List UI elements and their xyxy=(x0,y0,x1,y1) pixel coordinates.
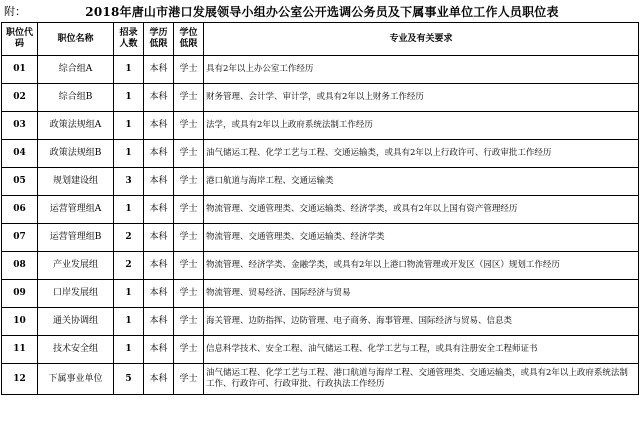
table-row xyxy=(2,84,639,112)
position-table xyxy=(1,22,639,395)
header-requirements: 专业及有关要求 xyxy=(204,23,639,56)
recruit-count: 1 xyxy=(114,336,144,364)
position-name: 通关协调组 xyxy=(38,308,114,336)
position-code: 04 xyxy=(2,140,38,168)
degree-min: 学士 xyxy=(174,364,204,395)
recruit-count: 1 xyxy=(114,196,144,224)
education-min: 本科 xyxy=(144,364,174,395)
recruit-count: 1 xyxy=(114,280,144,308)
position-code: 01 xyxy=(2,56,38,84)
table-row xyxy=(2,224,639,252)
degree-min: 学士 xyxy=(174,280,204,308)
requirements: 信息科学技术、安全工程、油气储运工程、化学工艺与工程，或具有注册安全工程师证书 xyxy=(204,336,639,364)
degree-min: 学士 xyxy=(174,336,204,364)
recruit-count: 1 xyxy=(114,112,144,140)
position-name: 口岸发展组 xyxy=(38,280,114,308)
position-name: 下属事业单位 xyxy=(38,364,114,395)
recruit-count: 1 xyxy=(114,308,144,336)
education-min: 本科 xyxy=(144,56,174,84)
degree-min: 学士 xyxy=(174,224,204,252)
education-min: 本科 xyxy=(144,252,174,280)
header-position-code: 职位代码 xyxy=(2,23,38,56)
position-name: 运营管理组A xyxy=(38,196,114,224)
table-row xyxy=(2,168,639,196)
requirements: 物流管理、经济学类、金融学类，或具有2年以上港口物流管理或开发区（园区）规划工作经历 xyxy=(204,252,639,280)
degree-min: 学士 xyxy=(174,308,204,336)
degree-min: 学士 xyxy=(174,140,204,168)
table-row xyxy=(2,140,639,168)
requirements: 财务管理、会计学、审计学，或具有2年以上财务工作经历 xyxy=(204,84,639,112)
education-min: 本科 xyxy=(144,280,174,308)
position-name: 产业发展组 xyxy=(38,252,114,280)
table-header-row xyxy=(2,23,639,56)
recruit-count: 1 xyxy=(114,140,144,168)
table-row xyxy=(2,252,639,280)
attachment-label: 附： xyxy=(4,5,26,18)
requirements: 油气储运工程、化学工艺与工程、港口航道与海岸工程、交通管理类、交通运输类，或具有2年以上政府系统法制工作、行政许可、行政审批、行政执法工作经历 xyxy=(204,364,639,395)
position-code: 02 xyxy=(2,84,38,112)
requirements: 海关管理、边防指挥、边防管理、电子商务、海事管理、国际经济与贸易、信息类 xyxy=(204,308,639,336)
position-name: 政策法规组A xyxy=(38,112,114,140)
position-code: 08 xyxy=(2,252,38,280)
position-code: 05 xyxy=(2,168,38,196)
position-name: 政策法规组B xyxy=(38,140,114,168)
education-min: 本科 xyxy=(144,84,174,112)
position-code: 07 xyxy=(2,224,38,252)
position-code: 11 xyxy=(2,336,38,364)
header-recruit-count: 招录人数 xyxy=(114,23,144,56)
header-education: 学历低限 xyxy=(144,23,174,56)
position-name: 运营管理组B xyxy=(38,224,114,252)
requirements: 法学，或具有2年以上政府系统法制工作经历 xyxy=(204,112,639,140)
requirements: 油气储运工程、化学工艺与工程、交通运输类，或具有2年以上行政许可、行政审批工作经历 xyxy=(204,140,639,168)
requirements: 港口航道与海岸工程、交通运输类 xyxy=(204,168,639,196)
degree-min: 学士 xyxy=(174,56,204,84)
table-row xyxy=(2,280,639,308)
recruit-count: 2 xyxy=(114,224,144,252)
position-name: 综合组A xyxy=(38,56,114,84)
recruit-count: 1 xyxy=(114,84,144,112)
education-min: 本科 xyxy=(144,336,174,364)
document-title: 2018年唐山市港口发展领导小组办公室公开选调公务员及下属事业单位工作人员职位表 xyxy=(85,4,559,19)
education-min: 本科 xyxy=(144,112,174,140)
position-code: 06 xyxy=(2,196,38,224)
position-name: 技术安全组 xyxy=(38,336,114,364)
position-code: 09 xyxy=(2,280,38,308)
recruit-count: 5 xyxy=(114,364,144,395)
degree-min: 学士 xyxy=(174,196,204,224)
table-row xyxy=(2,196,639,224)
table-row xyxy=(2,308,639,336)
recruit-count: 3 xyxy=(114,168,144,196)
education-min: 本科 xyxy=(144,168,174,196)
table-row xyxy=(2,56,639,84)
position-code: 03 xyxy=(2,112,38,140)
education-min: 本科 xyxy=(144,140,174,168)
position-code: 10 xyxy=(2,308,38,336)
education-min: 本科 xyxy=(144,196,174,224)
requirements: 物流管理、交通管理类、交通运输类、经济学类，或具有2年以上国有资产管理经历 xyxy=(204,196,639,224)
degree-min: 学士 xyxy=(174,84,204,112)
requirements: 物流管理、贸易经济、国际经济与贸易 xyxy=(204,280,639,308)
position-name: 综合组B xyxy=(38,84,114,112)
recruit-count: 2 xyxy=(114,252,144,280)
education-min: 本科 xyxy=(144,308,174,336)
recruit-count: 1 xyxy=(114,56,144,84)
table-row xyxy=(2,112,639,140)
header-degree: 学位低限 xyxy=(174,23,204,56)
position-code: 12 xyxy=(2,364,38,395)
table-row xyxy=(2,364,639,395)
header-position-name: 职位名称 xyxy=(38,23,114,56)
degree-min: 学士 xyxy=(174,252,204,280)
position-name: 规划建设组 xyxy=(38,168,114,196)
table-row xyxy=(2,336,639,364)
degree-min: 学士 xyxy=(174,168,204,196)
degree-min: 学士 xyxy=(174,112,204,140)
title-row xyxy=(0,0,640,22)
requirements: 物流管理、交通管理类、交通运输类、经济学类 xyxy=(204,224,639,252)
requirements: 具有2年以上办公室工作经历 xyxy=(204,56,639,84)
education-min: 本科 xyxy=(144,224,174,252)
